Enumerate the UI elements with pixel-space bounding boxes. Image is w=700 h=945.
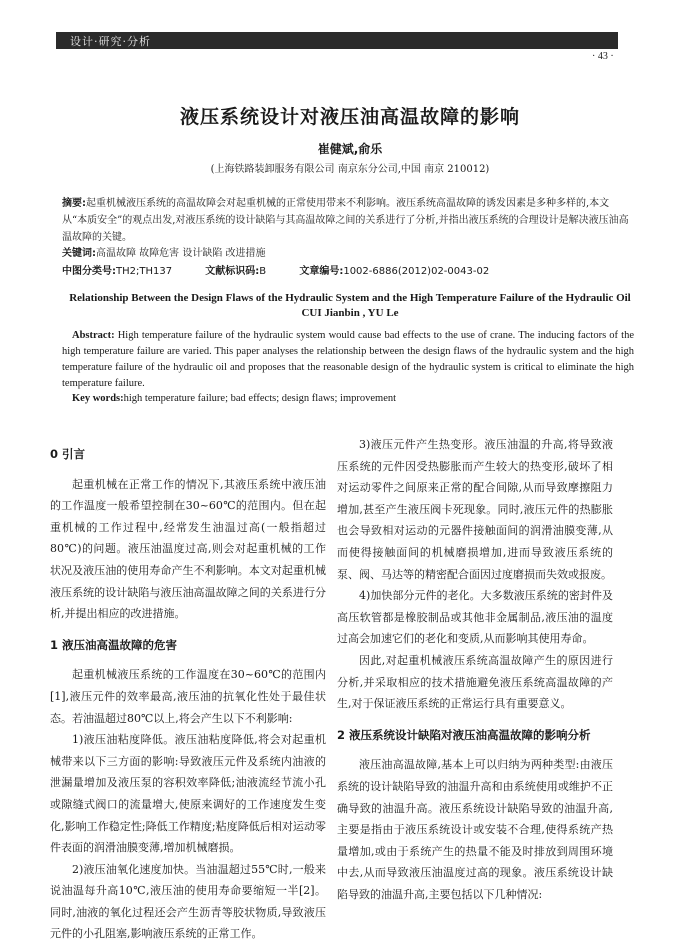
abstract-label: 摘要:: [62, 198, 86, 209]
article-no-label: 文章编号:: [299, 266, 344, 277]
hazard-item-2: 2)液压油氧化速度加快。当油温超过55℃时,一般来说油温每升高10℃,液压油的使用寿命要缩短一半[2]。同时,油液的氧化过程还会产生沥青等胶状物质,导致液压元件的小孔阻塞,影响液压系统的正常工作。: [50, 862, 326, 941]
section-heading-0: 0 引言: [50, 447, 86, 461]
article-affiliation: (上海铁路装卸服务有限公司 南京东分公司,中国 南京 210012): [210, 164, 490, 175]
english-abstract-text: High temperature failure of the hydraulic system would cause bad effects to the use of crane. The inducing factors of the high temperature failure are varied. This paper analyses the relationship between the design flaws of the hydraulic system and the high temperature failure of the hydraulic oil and proposes that the reasonable design of the hydraulic system is critical to eliminate the high temperature failure.: [62, 330, 634, 389]
doc-code-value: B: [259, 266, 267, 277]
section-heading-2: 2 液压系统设计缺陷对液压油高温故障的影响分析: [337, 727, 591, 742]
hazard-item-1: 1)液压油粘度降低。液压油粘度降低,将会对起重机械带来以下三方面的影响:导致液压元件及系统内油液的泄漏量增加及液压泵的容积效率降低;油液流经节流小孔或隙缝式阀口的流量增大,使原来调好的工作速度发生变化,影响工作稳定性;降低工作精度;粘度降低后相对运动零件表面的润滑油膜变薄,增加机械磨损。: [50, 733, 326, 855]
article-no-value: 1002-6886(2012)02-0043-02: [343, 266, 490, 277]
keywords-text: 高温故障 故障危害 设计缺陷 改进措施: [96, 248, 266, 259]
body-column-left: [50, 434, 326, 945]
hazard-item-3: 3)液压元件产生热变形。液压油温的升高,将导致液压系统的元件因受热膨胀而产生较大的热变形,破坏了相对运动零件之间原来正常的配合间隙,从而导致摩擦阻力增加,甚至产生液压阀卡死现象。同时,液压元件的热膨胀也会导致相对运动的元器件接触面间的润滑油膜变薄,从而使得接触面间的机械磨损增加,进而导致液压系统的泵、阀、马达等的精密配合面因过度磨损而失效或报废。: [337, 438, 613, 581]
english-abstract-label: Abstract:: [72, 330, 115, 341]
english-title: Relationship Between the Design Flaws of the Hydraulic System and the High Temperature Failure of the Hydraulic Oil: [69, 292, 631, 304]
keywords-label: 关键词:: [62, 248, 96, 259]
english-keywords-text: high temperature failure; bad effects; design flaws; improvement: [123, 393, 397, 404]
section1-intro-paragraph: 起重机械液压系统的工作温度在30~60℃的范围内[1],液压元件的效率最高,液压油的抗氧化性处于最佳状态。若油温超过80℃以上,将会产生以下不利影响:: [50, 668, 326, 725]
classification-label: 中图分类号:: [62, 266, 116, 277]
conclusion-paragraph: 因此,对起重机械液压系统高温故障产生的原因进行分析,并采取相应的技术措施避免液压系统高温故障的产生,对于保证液压系统的正常运行具有重要意义。: [337, 653, 613, 711]
running-header-title: 设计·研究·分析: [70, 35, 151, 48]
classification-value: TH2;TH137: [116, 266, 173, 277]
intro-paragraph: 起重机械在正常工作的情况下,其液压系统中液压油的工作温度一般希望控制在30~60℃的范围内。但在起重机械的工作过程中,经常发生油温过高(一般指超过80℃)的问题。液压油温度过高,则会对起重机械的工作状况及液压油的使用寿命产生不利影响。本文对起重机械液压系统的设计缺陷与液压油高温故障之间的关系进行分析,并提出相应的改进措施。: [50, 477, 326, 621]
classification-line: [62, 262, 519, 277]
chinese-keywords: [62, 245, 630, 262]
page-number: · 43 ·: [592, 51, 614, 62]
chinese-abstract: [62, 195, 630, 246]
article-title: 液压系统设计对液压油高温故障的影响: [179, 106, 520, 128]
english-keywords-label: Key words:: [72, 393, 124, 404]
article-authors: 崔健斌,俞乐: [317, 142, 383, 156]
section2-paragraph: 液压油高温故障,基本上可以归纳为两种类型:由液压系统的设计缺陷导致的油温升高和由系统使用或维护不正确导致的油温升高。液压系统设计缺陷导致的油温升高,主要是指由于液压系统设计或安装不合理,使得系统产热量增加,或由于系统产生的热量不能及时排放到周围环境中去,从而导致液压油温度过高的现象。液压系统设计缺陷导致的油温升高,主要包括以下几种情况:: [337, 758, 613, 901]
hazard-item-4: 4)加快部分元件的老化。大多数液压系统的密封件及高压软管都是橡胶制品或其他非金属制品,液压油的温度过高会加速它们的老化和变质,从而影响其使用寿命。: [337, 589, 613, 646]
english-authors: CUI Jianbin , YU Le: [301, 307, 399, 319]
body-column-right: [337, 434, 613, 905]
abstract-text: 起重机械液压系统的高温故障会对起重机械的正常使用带来不利影响。液压系统高温故障的诱发因素是多种多样的,本文从“本质安全”的观点出发,对液压系统的设计缺陷与其高温故障之间的关系进行了分析,并指出液压系统的合理设计是解决液压油高温故障的关键。: [62, 198, 629, 243]
english-keywords: [72, 393, 396, 404]
english-abstract: [62, 328, 634, 392]
section-heading-1: 1 液压油高温故障的危害: [50, 637, 178, 652]
doc-code-label: 文献标识码:: [205, 266, 260, 277]
